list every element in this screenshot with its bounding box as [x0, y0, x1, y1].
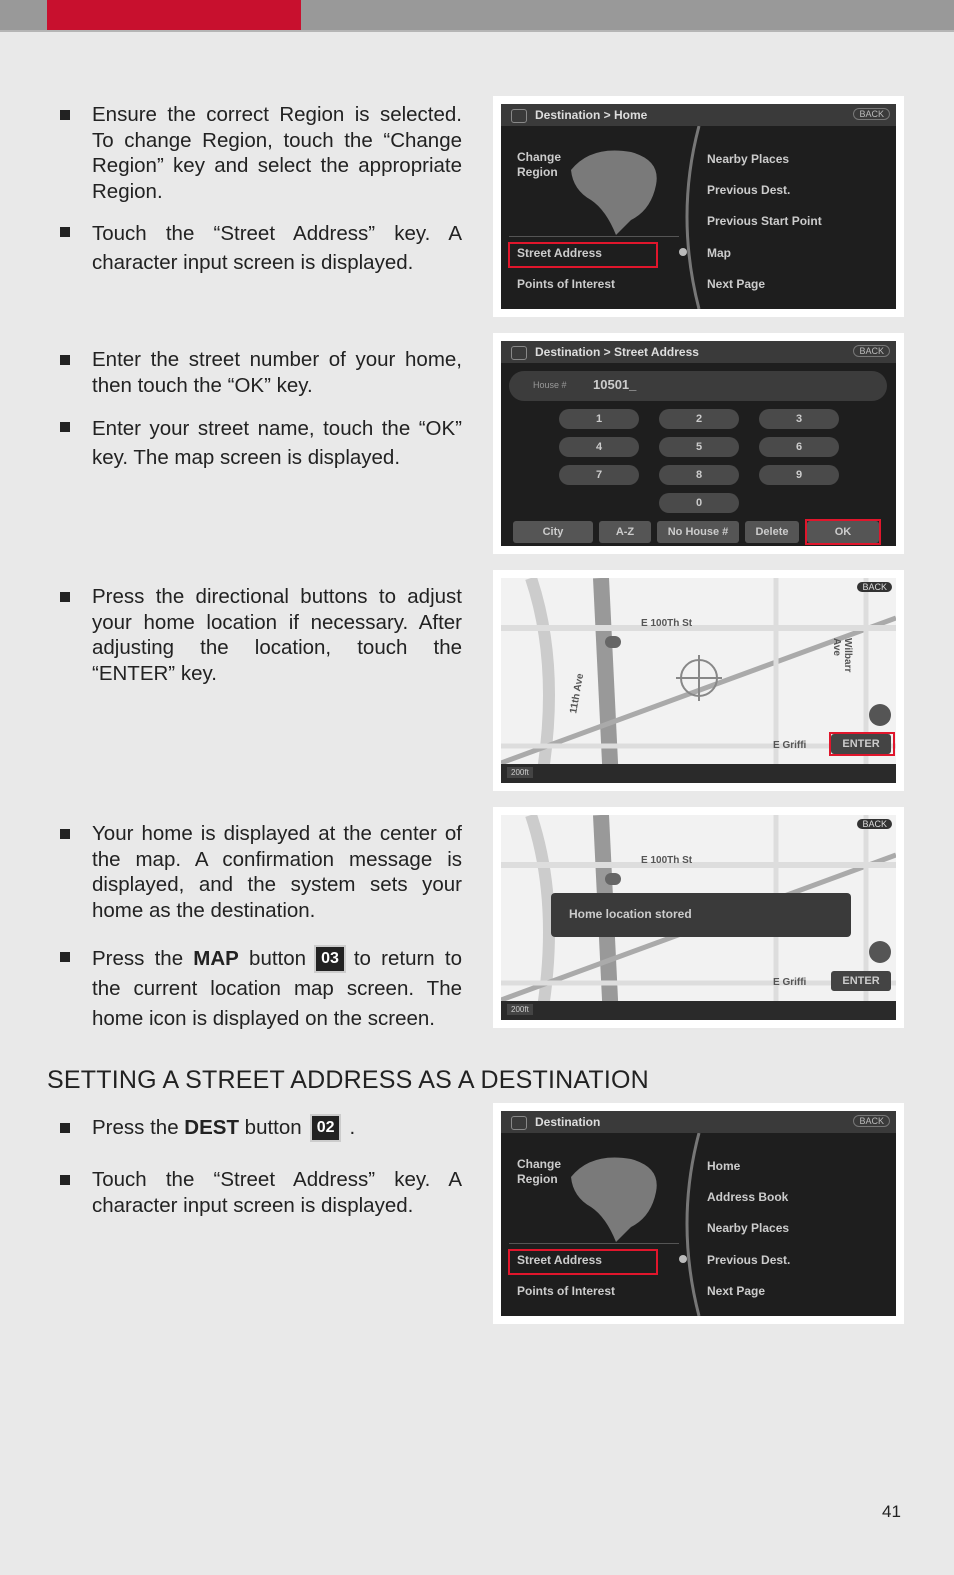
bullet-square-icon [60, 592, 70, 602]
bullet-square-icon [60, 952, 70, 962]
route-shield-icon [605, 873, 621, 885]
key-3[interactable]: 3 [759, 409, 839, 429]
map-button-badge: 03 [316, 947, 344, 971]
street-address-key[interactable]: Street Address [517, 1253, 602, 1267]
screenshot-adjust-location [493, 570, 904, 791]
nearby-places-key[interactable]: Nearby Places [707, 152, 790, 166]
confirmation-message: Home location stored [551, 893, 851, 937]
screenshot-home-stored [493, 807, 904, 1028]
ok-button[interactable]: OK [807, 521, 879, 543]
no-house-button[interactable]: No House # [657, 521, 739, 543]
street-label: E 100Th St [641, 855, 693, 866]
top-bar [0, 0, 954, 32]
bullet-street-number [60, 347, 462, 398]
street-label: 11th Ave [568, 672, 587, 715]
next-page-key[interactable]: Next Page [707, 277, 766, 291]
next-page-key[interactable]: Next Page [707, 1284, 766, 1298]
dest-button-label: DEST [184, 1116, 239, 1139]
north-america-map-icon [561, 140, 671, 240]
street-address-key[interactable]: Street Address [517, 246, 602, 260]
bullet-text: Enter the street number of your home, then touch the “OK” key. [92, 348, 462, 397]
key-7[interactable]: 7 [559, 465, 639, 485]
bullet-square-icon [60, 355, 70, 365]
section-heading: SETTING A STREET ADDRESS AS A DESTINATION [47, 1066, 649, 1094]
street-label: E Griffi [773, 740, 807, 751]
bullet-square-icon [60, 422, 70, 432]
bullet-ensure-region [60, 102, 462, 204]
nav-logo-icon [511, 109, 527, 123]
nav-screen [501, 341, 896, 546]
key-5[interactable]: 5 [659, 437, 739, 457]
enter-button[interactable]: ENTER [831, 971, 891, 991]
bullet-text: Touch the “Street Address” key. A character input screen is displayed. [92, 1168, 462, 1217]
street-label: E Griffi [773, 977, 807, 988]
home-key[interactable]: Home [707, 1159, 741, 1173]
screen-header: Destination BACK [501, 1111, 896, 1133]
screen-header: Destination > Home BACK [501, 104, 896, 126]
highlight-box [829, 732, 895, 756]
bullet-square-icon [60, 227, 70, 237]
points-of-interest-key[interactable]: Points of Interest [517, 277, 616, 291]
top-bar-rule [0, 30, 954, 32]
bullet-text: Your home is displayed at the center of the map. A confirmation message is displayed, and the system sets your home as the destination. [92, 822, 462, 922]
city-button[interactable]: City [513, 521, 593, 543]
change-region-key[interactable]: Change Region [517, 150, 562, 179]
nav-logo-icon [511, 346, 527, 360]
dest-button-badge: 02 [312, 1116, 340, 1140]
bullet-text: Press the DEST button 02 . [92, 1116, 356, 1139]
map-status-bar [501, 764, 896, 783]
bullet-press-dest [60, 1115, 462, 1141]
screenshot-destination-menu [493, 1103, 904, 1324]
scale-indicator[interactable]: 200ft [507, 1004, 533, 1015]
previous-dest-key[interactable]: Previous Dest. [707, 183, 791, 197]
bullet-square-icon [60, 110, 70, 120]
enter-button[interactable]: ENTER [831, 734, 891, 754]
bullet-directional [60, 584, 462, 686]
bullet-square-icon [60, 1123, 70, 1133]
nav-screen [501, 1111, 896, 1316]
map-screen [501, 578, 896, 783]
bullet-text: Press the directional buttons to adjust your home location if necessary. After adjusting the location, touch the “ENTER” key. [92, 585, 462, 685]
key-0[interactable]: 0 [659, 493, 739, 513]
bullet-home-displayed [60, 821, 462, 923]
bullet-street-address [60, 219, 462, 277]
bullet-text: Ensure the correct Region is selected. To change Region, touch the “Change Region” key and select the appropriate Region. [92, 103, 462, 203]
a-z-button[interactable]: A-Z [599, 521, 651, 543]
address-book-key[interactable]: Address Book [707, 1190, 789, 1204]
nav-screen [501, 104, 896, 309]
map-screen [501, 815, 896, 1020]
screenshot-destination-home [493, 96, 904, 317]
bullet-street-name [60, 414, 462, 472]
page-number: 41 [882, 1502, 901, 1521]
bullet-text: Press the MAP button 03 to return to the current location map screen. The home icon is displayed on the screen. [92, 947, 462, 1030]
screenshot-street-address-entry [493, 333, 904, 554]
street-label: E 100Th St [641, 618, 693, 629]
key-9[interactable]: 9 [759, 465, 839, 485]
map-key[interactable]: Map [707, 246, 731, 260]
zoom-icon[interactable] [869, 941, 891, 963]
zoom-icon[interactable] [869, 704, 891, 726]
top-bar-accent [47, 0, 301, 32]
points-of-interest-key[interactable]: Points of Interest [517, 1284, 616, 1298]
north-america-map-icon [561, 1147, 671, 1247]
back-button[interactable]: BACK [857, 819, 892, 829]
back-button[interactable]: BACK [857, 582, 892, 592]
divider-curve [671, 126, 701, 309]
key-1[interactable]: 1 [559, 409, 639, 429]
back-button[interactable]: BACK [853, 108, 890, 120]
bullet-text: Touch the “Street Address” key. A character input screen is displayed. [92, 222, 462, 274]
house-number-field[interactable]: House # 10501_ [509, 371, 887, 401]
bullet-press-map [60, 944, 462, 1034]
delete-button[interactable]: Delete [745, 521, 799, 543]
back-button[interactable]: BACK [853, 345, 890, 357]
change-region-key[interactable]: Change Region [517, 1157, 562, 1186]
key-4[interactable]: 4 [559, 437, 639, 457]
bullet-square-icon [60, 829, 70, 839]
previous-dest-key[interactable]: Previous Dest. [707, 1253, 791, 1267]
bullet-street-address-2 [60, 1167, 462, 1218]
bullet-square-icon [60, 1175, 70, 1185]
map-status-bar [501, 1001, 896, 1020]
nearby-places-key[interactable]: Nearby Places [707, 1221, 790, 1235]
screen-header: Destination > Street Address BACK [501, 341, 896, 363]
previous-start-point-key[interactable]: Previous Start Point [707, 214, 822, 228]
map-button-label: MAP [193, 947, 239, 970]
highlight-box [805, 519, 881, 545]
nav-logo-icon [511, 1116, 527, 1130]
back-button[interactable]: BACK [853, 1115, 890, 1127]
route-shield-icon [605, 636, 621, 648]
street-label: Wilbarr Ave [831, 638, 853, 673]
divider-curve [671, 1133, 701, 1316]
key-2[interactable]: 2 [659, 409, 739, 429]
scale-indicator[interactable]: 200ft [507, 767, 533, 778]
key-6[interactable]: 6 [759, 437, 839, 457]
bullet-text: Enter your street name, touch the “OK” key. The map screen is displayed. [92, 417, 462, 469]
key-8[interactable]: 8 [659, 465, 739, 485]
